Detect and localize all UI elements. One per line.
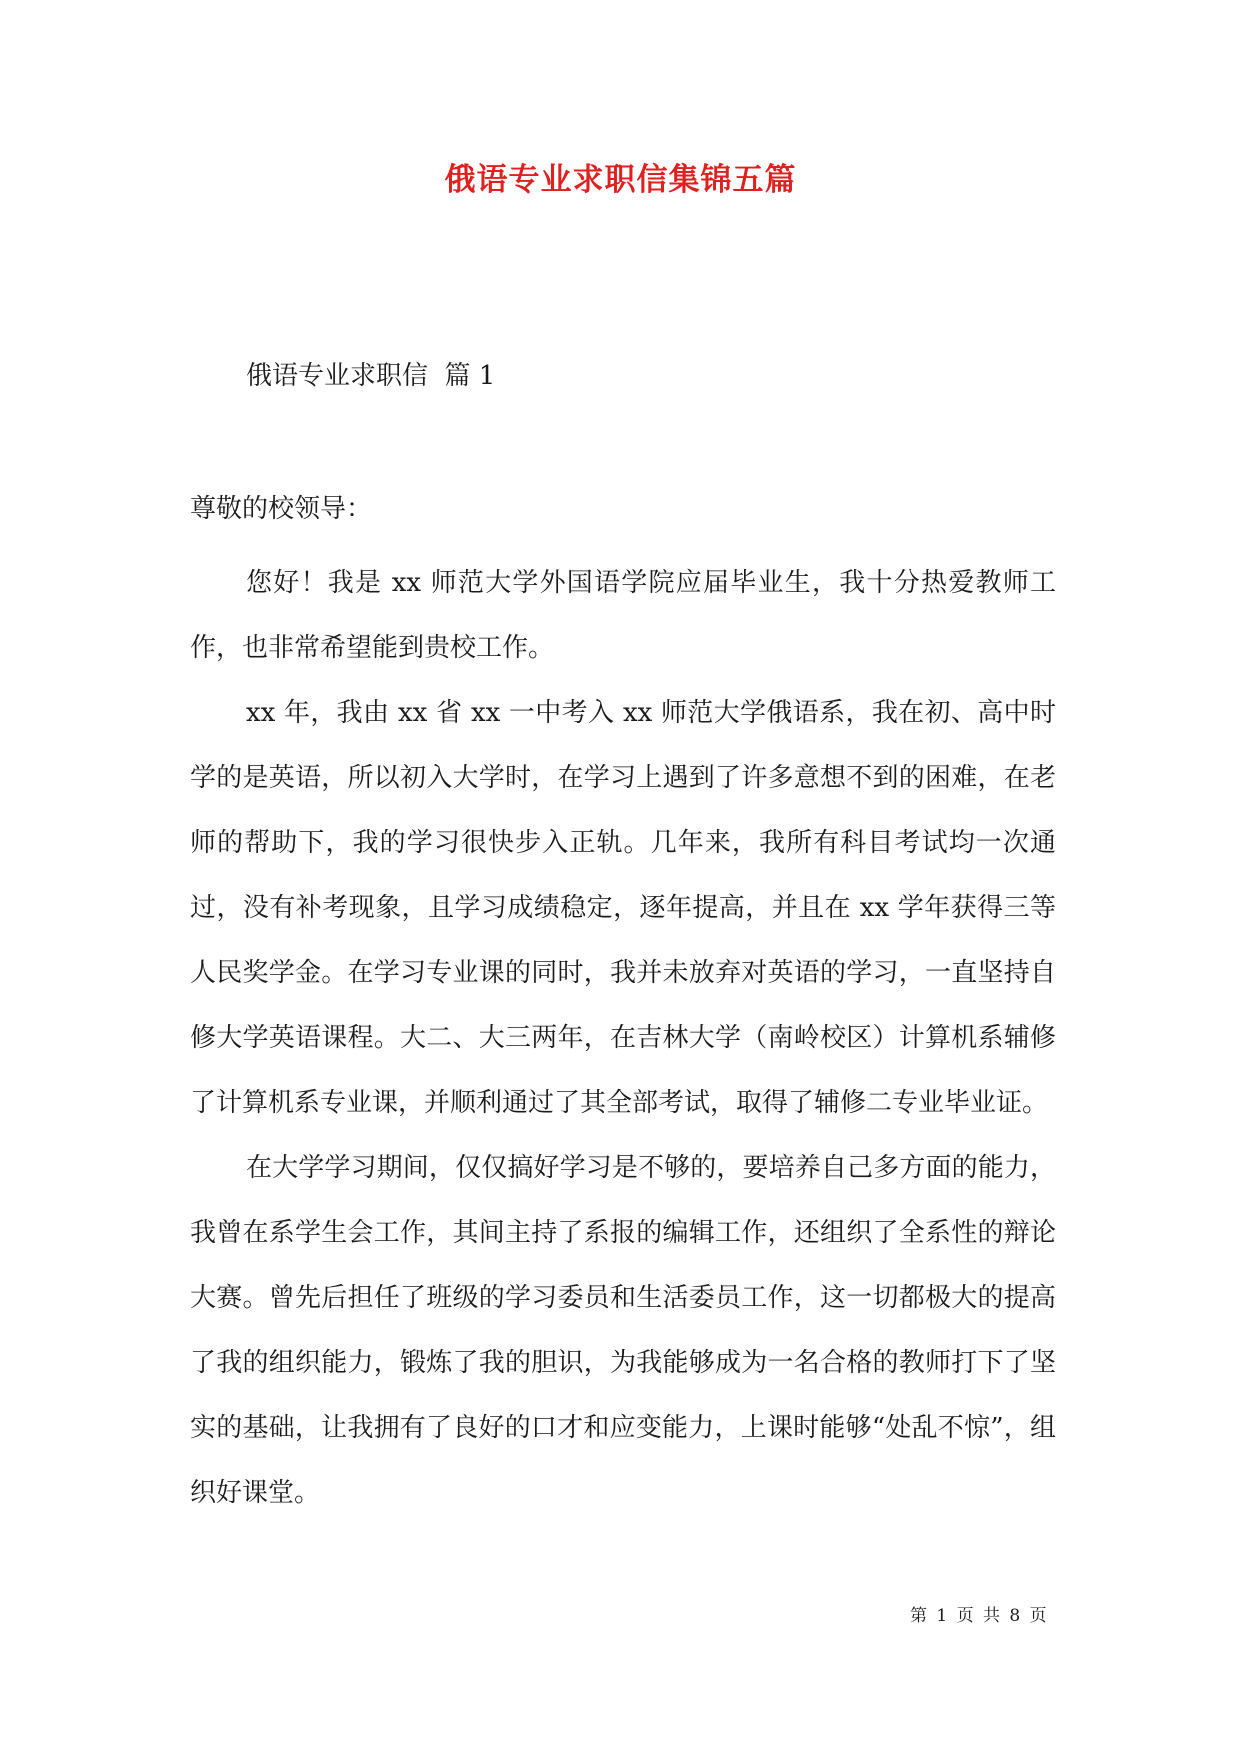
letter-body	[190, 551, 1056, 1526]
salutation: 尊敬的校领导：	[190, 494, 373, 524]
document-title: 俄语专业求职信集锦五篇	[444, 162, 797, 198]
section-heading: 俄语专业求职信 篇 1	[246, 361, 496, 391]
paragraph-intro: 您好！我是 xx 师范大学外国语学院应届毕业生，我十分热爱教师工作，也非常希望能到贵校工作。	[190, 568, 1056, 663]
paragraph-activities: 在大学学习期间，仅仅搞好学习是不够的，要培养自己多方面的能力，我曾在系学生会工作，其间主持了系报的编辑工作，还组织了全系性的辩论大赛。曾先后担任了班级的学习委员和生活委员工作，这一切都极大的提高了我的组织能力，锻炼了我的胆识，为我能够成为一名合格的教师打下了坚实的基础，让我拥有了良好的口才和应变能力，上课时能够“处乱不惊”，组织好课堂。	[190, 1153, 1056, 1508]
page-number-footer: 第 1 页 共 8 页	[910, 1606, 1049, 1626]
paragraph-education: xx 年，我由 xx 省 xx 一中考入 xx 师范大学俄语系，我在初、高中时学的是英语，所以初入大学时，在学习上遇到了许多意想不到的困难，在老师的帮助下，我的学习很快步入正轨。几年来，我所有科目考试均一次通过，没有补考现象，且学习成绩稳定，逐年提高，并且在 xx 学年获得三等人民奖学金。在学习专业课的同时，我并未放弃对英语的学习，一直坚持自修大学英语课程。大二、大三两年，在吉林大学（南岭校区）计算机系辅修了计算机系专业课，并顺利通过了其全部考试，取得了辅修二专业毕业证。	[190, 698, 1056, 1118]
